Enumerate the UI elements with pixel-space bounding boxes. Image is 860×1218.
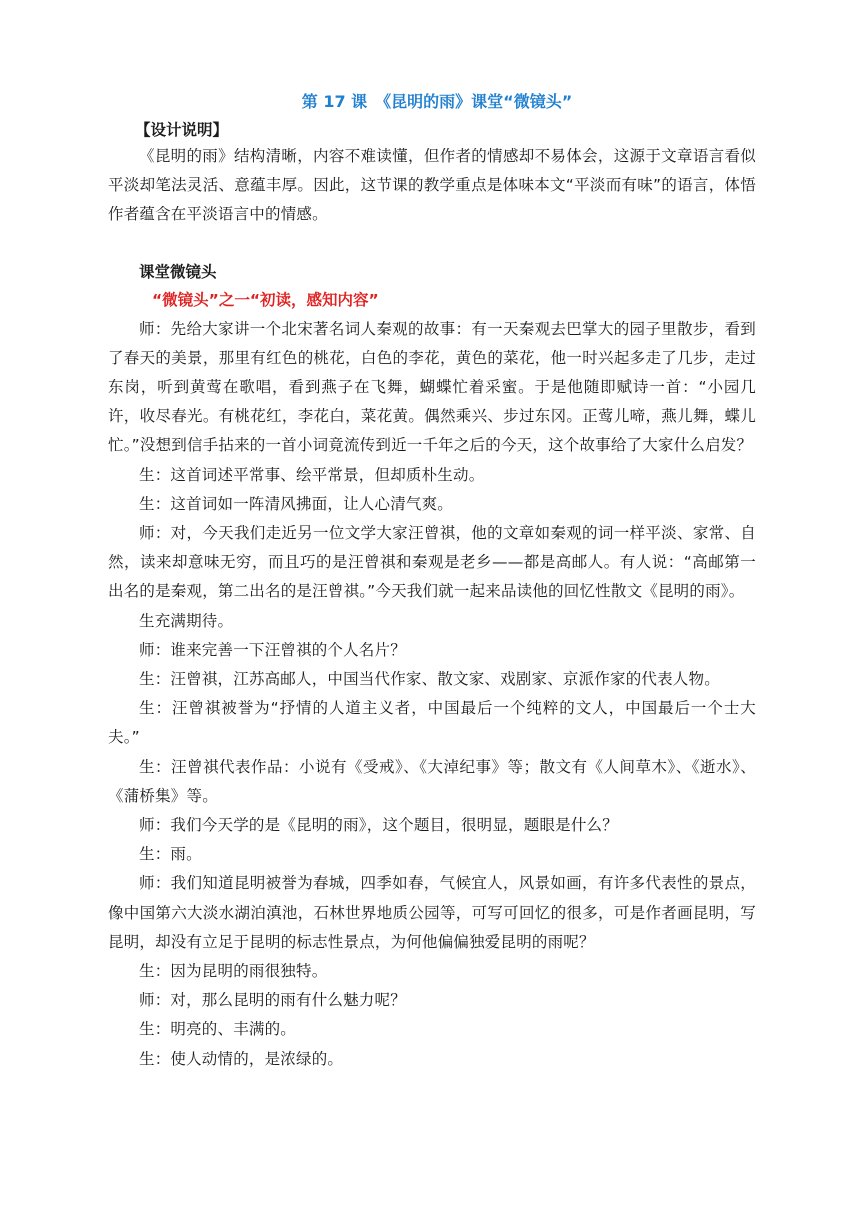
sub-title: “微镜头”之一“初读，感知内容” [152, 290, 379, 309]
section-title: 课堂微镜头 [139, 262, 217, 281]
design-paragraph: 《昆明的雨》结构清晰，内容不难读懂，但作者的情感却不易体会，这源于文章语言看似平淡却笔法灵活、意蕴丰厚。因此，这节课的教学重点是体味本文“平淡而有味”的语言，体悟作者蕴含在平淡语言中的情感。 [108, 147, 756, 224]
dialogue-paragraph: 师：谁来完善一下汪曾祺的个人名片？ [139, 640, 406, 659]
dialogue-paragraph: 生充满期待。 [139, 611, 234, 630]
dialogue-paragraph: 生：这首词如一阵清风拂面，让人心清气爽。 [139, 494, 454, 513]
dialogue-paragraph: 师：我们今天学的是《昆明的雨》，这个题目，很明显，题眼是什么？ [139, 816, 618, 835]
dialogue-paragraph: 师：我们知道昆明被誉为春城，四季如春，气候宜人，风景如画，有许多代表性的景点，像中国第六大淡水湖泊滇池，石林世界地质公园等，可写可回忆的很多，可是作者画昆明，写昆明，却没有立足于昆明的标志性景点，为何他偏偏独爱昆明的雨呢？ [108, 874, 756, 951]
design-heading: 【设计说明】 [135, 121, 229, 139]
dialogue-paragraph: 生：明亮的、丰满的。 [139, 1020, 297, 1039]
document-page [108, 92, 756, 1074]
spacer [108, 230, 756, 260]
dialogue-paragraph: 生：雨。 [139, 845, 202, 864]
dialogue-paragraph: 生：使人动情的，是浓绿的。 [139, 1049, 344, 1068]
dialogue-paragraph: 生：汪曾祺代表作品：小说有《受戒》、《大淖纪事》等；散文有《人间草木》、《逝水》、《蒲桥集》等。 [108, 757, 756, 805]
dialogue-paragraph: 师：对，那么昆明的雨有什么魅力呢？ [139, 991, 406, 1010]
document-title: 第 17 课 《昆明的雨》课堂“微镜头” [301, 92, 573, 111]
dialogue-paragraph: 生：因为昆明的雨很独特。 [139, 962, 328, 981]
dialogue-paragraph: 生：汪曾祺，江苏高邮人，中国当代作家、散文家、戏剧家、京派作家的代表人物。 [139, 670, 720, 689]
dialogue-paragraph: 生：汪曾祺被誉为“抒情的人道主义者，中国最后一个纯粹的文人，中国最后一个士大夫。” [108, 699, 756, 747]
dialogue-paragraph: 师：对，今天我们走近另一位文学大家汪曾祺，他的文章如秦观的词一样平淡、家常、自然，读来却意味无穷，而且巧的是汪曾祺和秦观是老乡——都是高邮人。有人说：“高邮第一出名的是秦观，第二出名的是汪曾祺。”今天我们就一起来品读他的回忆性散文《昆明的雨》。 [108, 524, 756, 601]
dialogue-paragraph: 师：先给大家讲一个北宋著名词人秦观的故事：有一天秦观去巴掌大的园子里散步，看到了春天的美景，那里有红色的桃花，白色的李花，黄色的菜花，他一时兴起多走了几步，走过东岗，听到黄莺在歌唱，看到燕子在飞舞，蝴蝶忙着采蜜。于是他随即赋诗一首：“小园几许，收尽春光。有桃花红，李花白，菜花黄。偶然乘兴、步过东冈。正莺儿啼，燕儿舞，蝶儿忙。”没想到信手拈来的一首小词竟流传到近一千年之后的今天，这个故事给了大家什么启发？ [108, 319, 756, 455]
dialogue-paragraph: 生：这首词述平常事、绘平常景，但却质朴生动。 [139, 465, 485, 484]
